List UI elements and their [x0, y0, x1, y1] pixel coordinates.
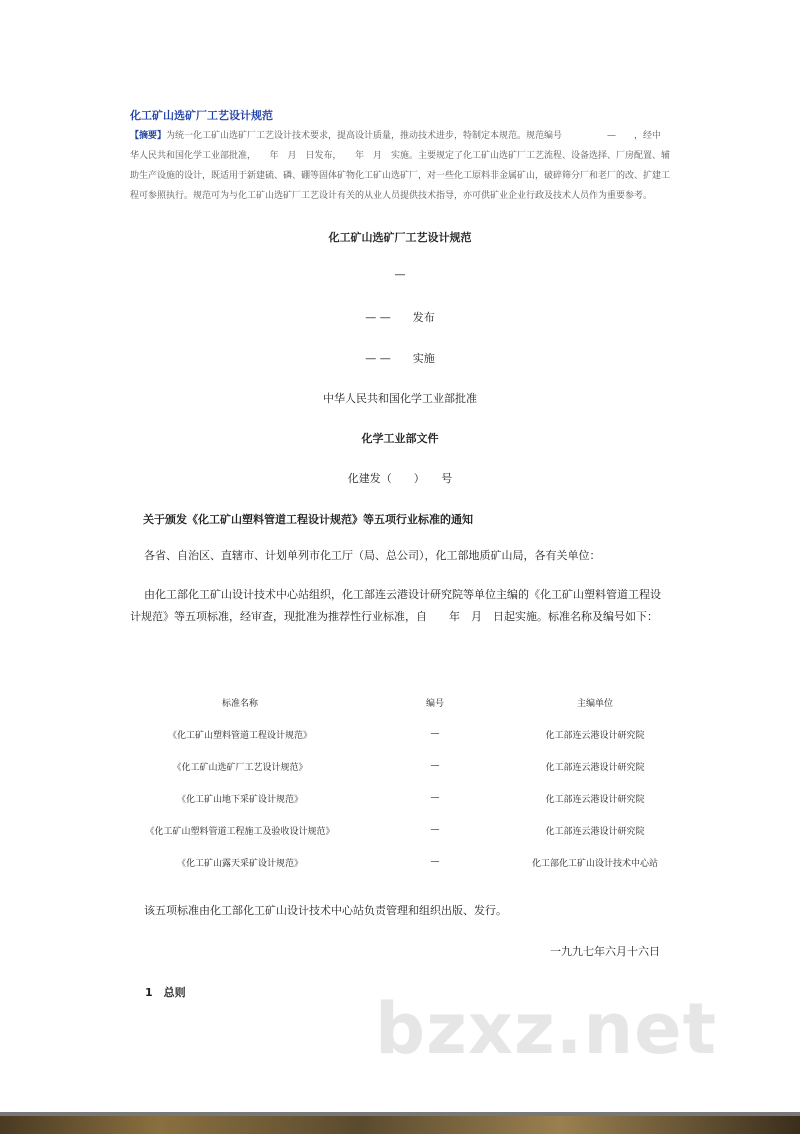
- body-paragraph: 由化工部化工矿山设计技术中心站组织，化工部连云港设计研究院等单位主编的《化工矿山塑料管道工程设计规范》等五项标准，经审查，现批准为推荐性行业标准，自 年 月 日起实施。标准名称及编号如下：: [130, 588, 661, 623]
- approver-line: 中华人民共和国化学工业部批准: [323, 392, 477, 405]
- standard-name: 《化工矿山塑料管道工程施工及验收设计规范》: [145, 826, 335, 837]
- standard-name: 《化工矿山塑料管道工程设计规范》: [167, 730, 312, 741]
- standard-name: 《化工矿山选矿厂工艺设计规范》: [172, 762, 308, 773]
- standard-number-dash: —: [394, 268, 406, 281]
- notice-title: 关于颁发《化工矿山塑料管道工程设计规范》等五项行业标准的通知: [143, 513, 473, 526]
- table-header-row: [110, 686, 690, 718]
- table-row: [110, 846, 690, 878]
- table-row: [110, 718, 690, 750]
- document-title-link[interactable]: 化工矿山选矿厂工艺设计规范: [130, 109, 273, 122]
- standards-table: [110, 686, 690, 878]
- editor-unit: 化工部连云港设计研究院: [545, 826, 645, 837]
- file-number: 化建发（ ） 号: [347, 472, 453, 485]
- main-title: 化工矿山选矿厂工艺设计规范: [328, 231, 472, 244]
- summary-tag: 【摘要】: [130, 131, 167, 141]
- editor-unit: 化工部连云港设计研究院: [545, 794, 645, 805]
- standard-code: —: [430, 857, 440, 867]
- editor-unit: 化工部连云港设计研究院: [545, 762, 645, 773]
- recipients-paragraph: 各省、自治区、直辖市、计划单列市化工厅（局、总公司），化工部地质矿山局，各有关单位：: [144, 549, 601, 562]
- standard-name: 《化工矿山露天采矿设计规范》: [176, 858, 303, 869]
- summary-text: 为统一化工矿山选矿厂工艺设计技术要求，提高设计质量，推动技术进步，特制定本规范。规范编号 — ，经中华人民共和国化学工业部批准， 年 月 日发布， 年 月 实施。主要规定了化工矿山选矿厂工艺流程、设备选择、厂房配置、辅助生产设施的设计，既适用于新建硫、磷、硼等固体矿物化工矿山选矿厂，对一些化工原料非金属矿山，破碎筛分厂和老厂的改、扩建工程可参照执行。规范可为与化工矿山选矿厂工艺设计有关的从业人员提供技术指导，亦可供矿业企业行政及技术人员作为重要参考。: [130, 131, 671, 201]
- section-heading: 1 总则: [145, 986, 186, 999]
- standard-code: —: [430, 729, 440, 739]
- table-row: [110, 782, 690, 814]
- standard-code: —: [430, 793, 440, 803]
- table-header: 标准名称: [221, 698, 258, 709]
- standard-code: —: [430, 761, 440, 771]
- summary-block: [130, 126, 670, 206]
- editor-unit: 化工部化工矿山设计技术中心站: [531, 858, 658, 869]
- table-header: 编号: [425, 698, 444, 709]
- table-row: [110, 750, 690, 782]
- closing-paragraph: 该五项标准由化工部化工矿山设计技术中心站负责管理和组织出版、发行。: [144, 904, 507, 917]
- implement-line: — — 实施: [365, 352, 435, 365]
- site-watermark: bzxz.net: [375, 988, 718, 1070]
- page-bottom-strip: [0, 1116, 800, 1134]
- release-line: — — 发布: [365, 311, 435, 324]
- editor-unit: 化工部连云港设计研究院: [545, 730, 645, 741]
- table-row: [110, 814, 690, 846]
- table-header: 主编单位: [576, 698, 613, 709]
- file-title: 化学工业部文件: [361, 432, 439, 445]
- standard-code: —: [430, 825, 440, 835]
- issue-date: 一九九七年六月十六日: [550, 945, 660, 958]
- standard-name: 《化工矿山地下采矿设计规范》: [176, 794, 303, 805]
